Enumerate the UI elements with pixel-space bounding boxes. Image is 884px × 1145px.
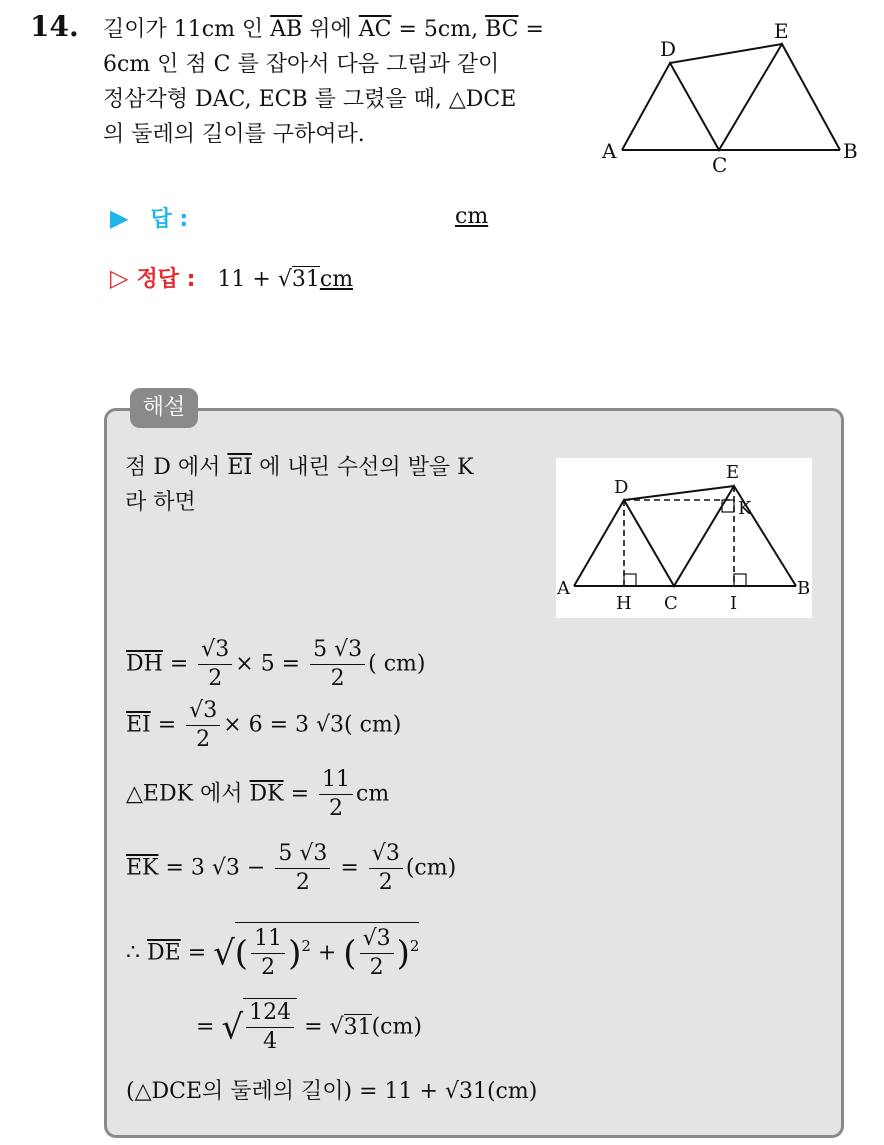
svg-text:C: C	[664, 593, 678, 614]
solution-line-perimeter: (△DCE의 둘레의 길이) = 11 + √31(cm)	[126, 1079, 538, 1104]
svg-text:B: B	[797, 578, 811, 599]
svg-text:I: I	[730, 593, 738, 614]
label-A: A	[602, 139, 617, 163]
answer-label: 답 :	[150, 207, 189, 232]
svg-text:E: E	[726, 462, 740, 483]
outline-triangle-icon: ▷	[110, 264, 129, 292]
question-number: 14.	[30, 10, 79, 43]
solution-line-ei: $\overline{EI}$ = $\frac{√3}{2}$ × 6 = 3 √3( cm)	[126, 698, 402, 752]
play-triangle-icon: ▶	[110, 204, 129, 232]
solution-figure	[556, 458, 812, 618]
answer-row	[110, 202, 188, 233]
label-C: C	[712, 153, 728, 177]
solution-line-de: ∴ $\overline{DE}$ = √( $\frac{11}{2}$ )$^2$ + ( $\frac{√3}{2}$ )$^2$	[126, 922, 419, 982]
svg-text:A: A	[557, 578, 570, 599]
solution-intro: 점 D 에서 $\overline{EI}$ 에 내린 수선의 발을 K 라 하면	[125, 455, 474, 515]
question-line-3: 정삼각형 DAC, ECB 를 그렸을 때, △DCE	[103, 87, 517, 112]
question-text	[103, 12, 583, 152]
correct-answer-value: 11 + √31cm	[217, 267, 354, 292]
label-D: D	[660, 37, 677, 61]
svg-text:D: D	[614, 477, 629, 498]
label-E: E	[774, 20, 789, 43]
triangle-figure	[598, 20, 868, 180]
solution-line-simplify: = √ $\frac{124}{4}$ = √31(cm)	[196, 1000, 422, 1054]
question-line-1: 길이가 11cm 인 $\overline{AB}$ 위에 $\overline{AC} = 5cm$, $\overline{BC}$ =	[103, 17, 544, 42]
label-B: B	[843, 139, 858, 163]
solution-badge: 해설	[130, 388, 198, 428]
answer-unit[interactable]: cm	[455, 204, 489, 229]
svg-text:K: K	[738, 498, 752, 519]
correct-answer-label: 정답 :	[136, 267, 196, 292]
question-line-2: 6cm 인 점 C 를 잡아서 다음 그림과 같이	[103, 52, 500, 77]
solution-line-dh: $\overline{DH}$ = $\frac{√3}{2}$ × 5 = $\frac{5 √3}{2}$ ( cm)	[126, 637, 426, 691]
solution-line-ek: $\overline{EK} = 3$ √3 − $\frac{5 √3}{2}$ = $\frac{√3}{2}$ (cm)	[126, 841, 457, 895]
solution-line-dk: △EDK 에서 $\overline{DK}$ = $\frac{11}{2}$ cm	[126, 767, 390, 821]
question-line-4: 의 둘레의 길이를 구하여라.	[103, 122, 365, 147]
svg-text:H: H	[616, 593, 632, 614]
correct-answer-row	[110, 262, 353, 293]
